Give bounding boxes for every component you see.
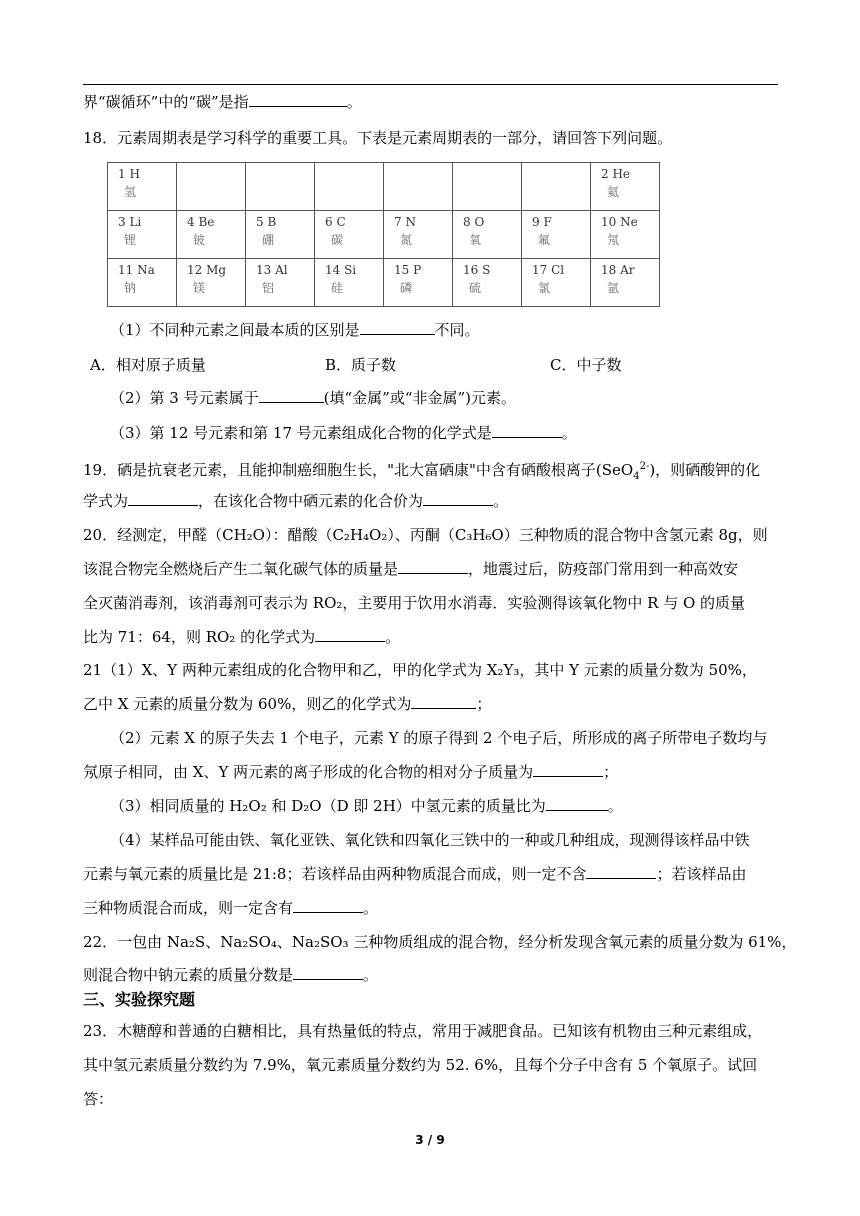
element-cell <box>591 163 660 211</box>
q19-line2: 学式为 ，在该化合物中硒元素的化合价为 。 <box>83 492 509 510</box>
answer-blank <box>411 694 476 709</box>
element-cell <box>246 211 315 259</box>
element-cell <box>315 211 384 259</box>
element-symbol: 16 S <box>463 263 491 277</box>
option-a: A．相对原子质量 <box>90 356 206 374</box>
element-cell <box>108 259 177 307</box>
element-chinese-name: 氖 <box>607 233 620 247</box>
q21-line1: 21（1）X、Y 两种元素组成的化合物甲和乙，甲的化学式为 X₂Y₃，其中 Y 元素的质量分数为 50%， <box>83 661 757 679</box>
element-chinese-name: 磷 <box>400 281 413 295</box>
element-symbol: 3 Li <box>118 215 142 229</box>
element-chinese-name: 氟 <box>538 233 551 247</box>
element-chinese-name: 硫 <box>469 281 482 295</box>
element-symbol: 15 P <box>394 263 422 277</box>
element-cell <box>453 259 522 307</box>
element-chinese-name: 硅 <box>331 281 344 295</box>
element-chinese-name: 氮 <box>400 233 413 247</box>
element-symbol: 7 N <box>394 215 416 229</box>
periodic-table-row <box>108 211 660 259</box>
q22-line2: 则混合物中钠元素的质量分数是 。 <box>83 966 379 984</box>
element-chinese-name: 铍 <box>193 233 206 247</box>
empty-cell <box>315 163 384 211</box>
element-cell <box>522 259 591 307</box>
answer-blank <box>293 965 363 980</box>
q23-line1: 23．木糖醇和普通的白糖相比，具有热量低的特点，常用于减肥食品。已知该有机物由三种元素组成， <box>83 1022 763 1040</box>
continued-question-line: 界“碳循环”中的“碳”是指 。 <box>83 93 362 111</box>
element-chinese-name: 硼 <box>262 233 275 247</box>
periodic-table <box>107 162 660 307</box>
q20-line4: 比为 71：64，则 RO₂ 的化学式为 。 <box>83 628 401 646</box>
section-heading: 三、实验探究题 <box>83 990 196 1009</box>
element-symbol: 1 H <box>118 167 140 181</box>
element-cell <box>246 259 315 307</box>
element-chinese-name: 氩 <box>607 281 620 295</box>
answer-blank <box>586 864 656 879</box>
element-chinese-name: 锂 <box>124 233 137 247</box>
q21-line8: 三种物质混合而成，则一定含有 。 <box>83 899 379 917</box>
q20-line3: 全灭菌消毒剂，该消毒剂可表示为 RO₂，主要用于饮用水消毒．实验测得该氧化物中 R 与 O 的质量 <box>83 594 746 612</box>
element-chinese-name: 氯 <box>538 281 551 295</box>
element-symbol: 6 C <box>325 215 346 229</box>
answer-blank <box>259 388 324 403</box>
answer-blank <box>492 423 562 438</box>
q18-part2: （2）第 3 号元素属于 (填“金属”或“非金属”)元素。 <box>110 389 517 407</box>
element-cell <box>591 259 660 307</box>
element-chinese-name: 镁 <box>193 281 206 295</box>
element-cell <box>177 211 246 259</box>
element-cell <box>108 163 177 211</box>
element-cell <box>453 211 522 259</box>
element-symbol: 4 Be <box>187 215 215 229</box>
periodic-table-row <box>108 259 660 307</box>
element-cell <box>108 211 177 259</box>
element-symbol: 2 He <box>601 167 631 181</box>
element-symbol: 18 Ar <box>601 263 635 277</box>
element-cell <box>315 259 384 307</box>
element-chinese-name: 碳 <box>331 233 344 247</box>
q22-line1: 22．一包由 Na₂S、Na₂SO₄、Na₂SO₃ 三种物质组成的混合物，经分析发现含氧元素的质量分数为 61%， <box>83 933 797 951</box>
element-chinese-name: 氦 <box>607 185 620 199</box>
q23-line3: 答： <box>83 1090 114 1108</box>
element-symbol: 8 O <box>463 215 485 229</box>
element-chinese-name: 氢 <box>124 185 137 199</box>
periodic-table-row <box>108 163 660 211</box>
element-symbol: 9 F <box>532 215 552 229</box>
answer-blank <box>533 762 603 777</box>
q19-line1: 19．硒是抗衰老元素，且能抑制癌细胞生长，"北大富硒康"中含有硒酸根离子(SeO$_4^{2-}$)，则硒酸钾的化 <box>83 461 761 482</box>
empty-cell <box>246 163 315 211</box>
empty-cell <box>522 163 591 211</box>
element-cell <box>177 259 246 307</box>
q21-line4: 氖原子相同，由 X、Y 两元素的离子形成的化合物的相对分子质量为 ； <box>83 763 619 781</box>
answer-blank <box>423 491 493 506</box>
q20-line1: 20．经测定，甲醛（CH₂O）：醋酸（C₂H₄O₂）、丙酮（C₃H₆O）三种物质的混合物中含氢元素 8g，则 <box>83 526 768 544</box>
element-chinese-name: 钠 <box>124 281 137 295</box>
answer-blank <box>249 92 347 107</box>
element-cell <box>522 211 591 259</box>
q23-line2: 其中氢元素质量分数约为 7.9%，氧元素质量分数约为 52. 6%，且每个分子中含有 5 个氧原子。试回 <box>83 1056 758 1074</box>
element-symbol: 17 Cl <box>532 263 565 277</box>
q21-line6: （4）某样品可能由铁、氧化亚铁、氧化铁和四氧化三铁中的一种或几种组成，现测得该样品中铁 <box>110 831 750 849</box>
element-symbol: 13 Al <box>256 263 288 277</box>
answer-blank <box>398 559 468 574</box>
option-c: C．中子数 <box>550 356 622 374</box>
answer-blank <box>360 320 435 335</box>
element-cell <box>384 259 453 307</box>
q21-line7: 元素与氧元素的质量比是 21:8；若该样品由两种物质混合而成，则一定不含 ；若该样品由 <box>83 865 747 883</box>
element-cell <box>591 211 660 259</box>
q20-line2: 该混合物完全燃烧后产生二氧化碳气体的质量是 ，地震过后，防疫部门常用到一种高效安 <box>83 560 739 578</box>
q21-line3: （2）元素 X 的原子失去 1 个电子，元素 Y 的原子得到 2 个电子后，所形成的离子所带电子数均与 <box>110 729 768 747</box>
element-chinese-name: 氧 <box>469 233 482 247</box>
element-cell <box>384 211 453 259</box>
answer-blank <box>128 491 198 506</box>
empty-cell <box>177 163 246 211</box>
q21-line2: 乙中 X 元素的质量分数为 60%，则乙的化学式为 ； <box>83 695 492 713</box>
element-symbol: 11 Na <box>118 263 155 277</box>
element-symbol: 10 Ne <box>601 215 638 229</box>
q18-part3: （3）第 12 号元素和第 17 号元素组成化合物的化学式是 。 <box>110 424 577 442</box>
q18-part1: （1）不同种元素之间最本质的区别是 不同。 <box>110 321 480 339</box>
element-symbol: 12 Mg <box>187 263 227 277</box>
element-symbol: 5 B <box>256 215 277 229</box>
header-rule <box>83 84 778 85</box>
answer-blank <box>293 898 363 913</box>
answer-blank <box>546 796 608 811</box>
page-number: 3 / 9 <box>415 1133 445 1147</box>
empty-cell <box>384 163 453 211</box>
option-b: B．质子数 <box>325 356 397 374</box>
q18-stem: 18．元素周期表是学习科学的重要工具。下表是元素周期表的一部分，请回答下列问题。 <box>83 129 673 147</box>
empty-cell <box>453 163 522 211</box>
element-symbol: 14 Si <box>325 263 357 277</box>
answer-blank <box>315 627 385 642</box>
q21-line5: （3）相同质量的 H₂O₂ 和 D₂O（D 即 2H）中氢元素的质量比为 。 <box>110 797 623 815</box>
element-chinese-name: 铝 <box>262 281 275 295</box>
